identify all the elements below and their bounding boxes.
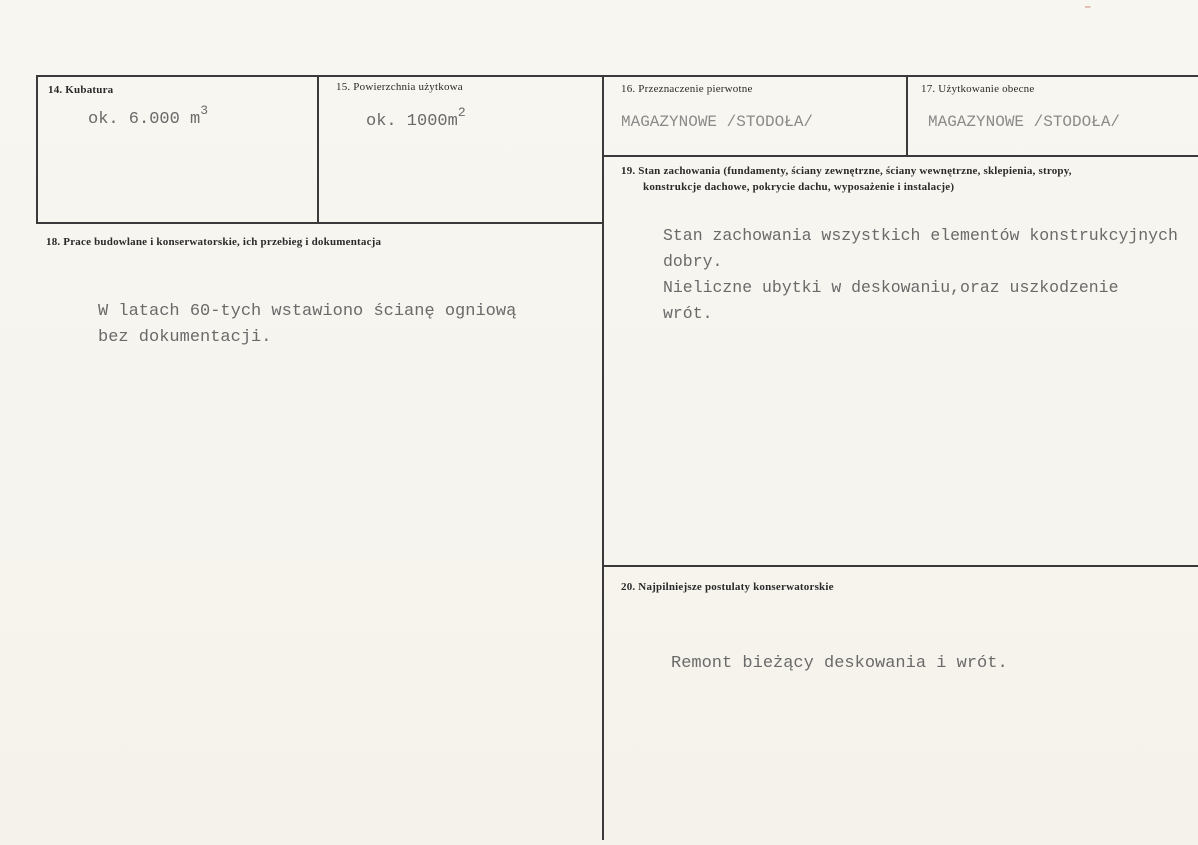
stan-label-line1: 19. Stan zachowania (fundamenty, ściany zewnętrzne, ściany wewnętrzne, sklepienia, stropy, <box>621 165 1072 177</box>
prace-text-line-2: bez dokumentacji. <box>98 328 272 347</box>
powierzchnia-label: 15. Powierzchnia użytkowa <box>336 81 463 93</box>
kubatura-value-text: ok. 6.000 m <box>88 110 201 129</box>
powierzchnia-unit-exponent: 2 <box>457 105 466 120</box>
prace-text-line-1: W latach 60-tych wstawiono ścianę ogniową <box>98 302 517 321</box>
grid-line-top <box>36 75 1198 77</box>
grid-line-col-15 <box>317 75 319 224</box>
prace-label: 18. Prace budowlane i konserwatorskie, ich przebieg i dokumentacja <box>46 236 382 248</box>
pen-mark: ⁻ <box>1084 3 1092 18</box>
powierzchnia-value <box>366 105 466 135</box>
powierzchnia-value-text: ok. 1000m <box>366 112 458 131</box>
grid-line-center <box>602 75 604 840</box>
grid-line-left-edge <box>36 75 38 224</box>
stan-text-line-3: Nieliczne ubytki w deskowaniu,oraz uszkodzenie <box>663 278 1119 297</box>
stan-text-line-1: Stan zachowania wszystkich elementów konstrukcyjnych <box>663 226 1178 245</box>
postulaty-label: 20. Najpilniejsze postulaty konserwatorskie <box>621 581 834 593</box>
grid-line-mid-right <box>603 155 1198 157</box>
kubatura-value <box>88 103 209 133</box>
uzytkowanie-value: MAGAZYNOWE /STODOŁA/ <box>928 113 1121 131</box>
uzytkowanie-label: 17. Użytkowanie obecne <box>921 83 1035 95</box>
postulaty-value: Remont bieżący deskowania i wrót. <box>671 654 1008 673</box>
stan-label-line2: konstrukcje dachowe, pokrycie dachu, wyposażenie i instalacje) <box>643 181 955 193</box>
grid-line-lower-right <box>603 565 1198 567</box>
kubatura-label: 14. Kubatura <box>48 84 114 96</box>
stan-text-line-4: wrót. <box>663 304 713 323</box>
kubatura-unit-exponent: 3 <box>200 103 209 118</box>
przeznaczenie-value: MAGAZYNOWE /STODOŁA/ <box>621 113 814 131</box>
przeznaczenie-label: 16. Przeznaczenie pierwotne <box>621 83 753 95</box>
grid-line-mid-left <box>36 222 604 224</box>
stan-text-line-2: dobry. <box>663 252 723 271</box>
grid-line-col-17 <box>906 75 908 157</box>
